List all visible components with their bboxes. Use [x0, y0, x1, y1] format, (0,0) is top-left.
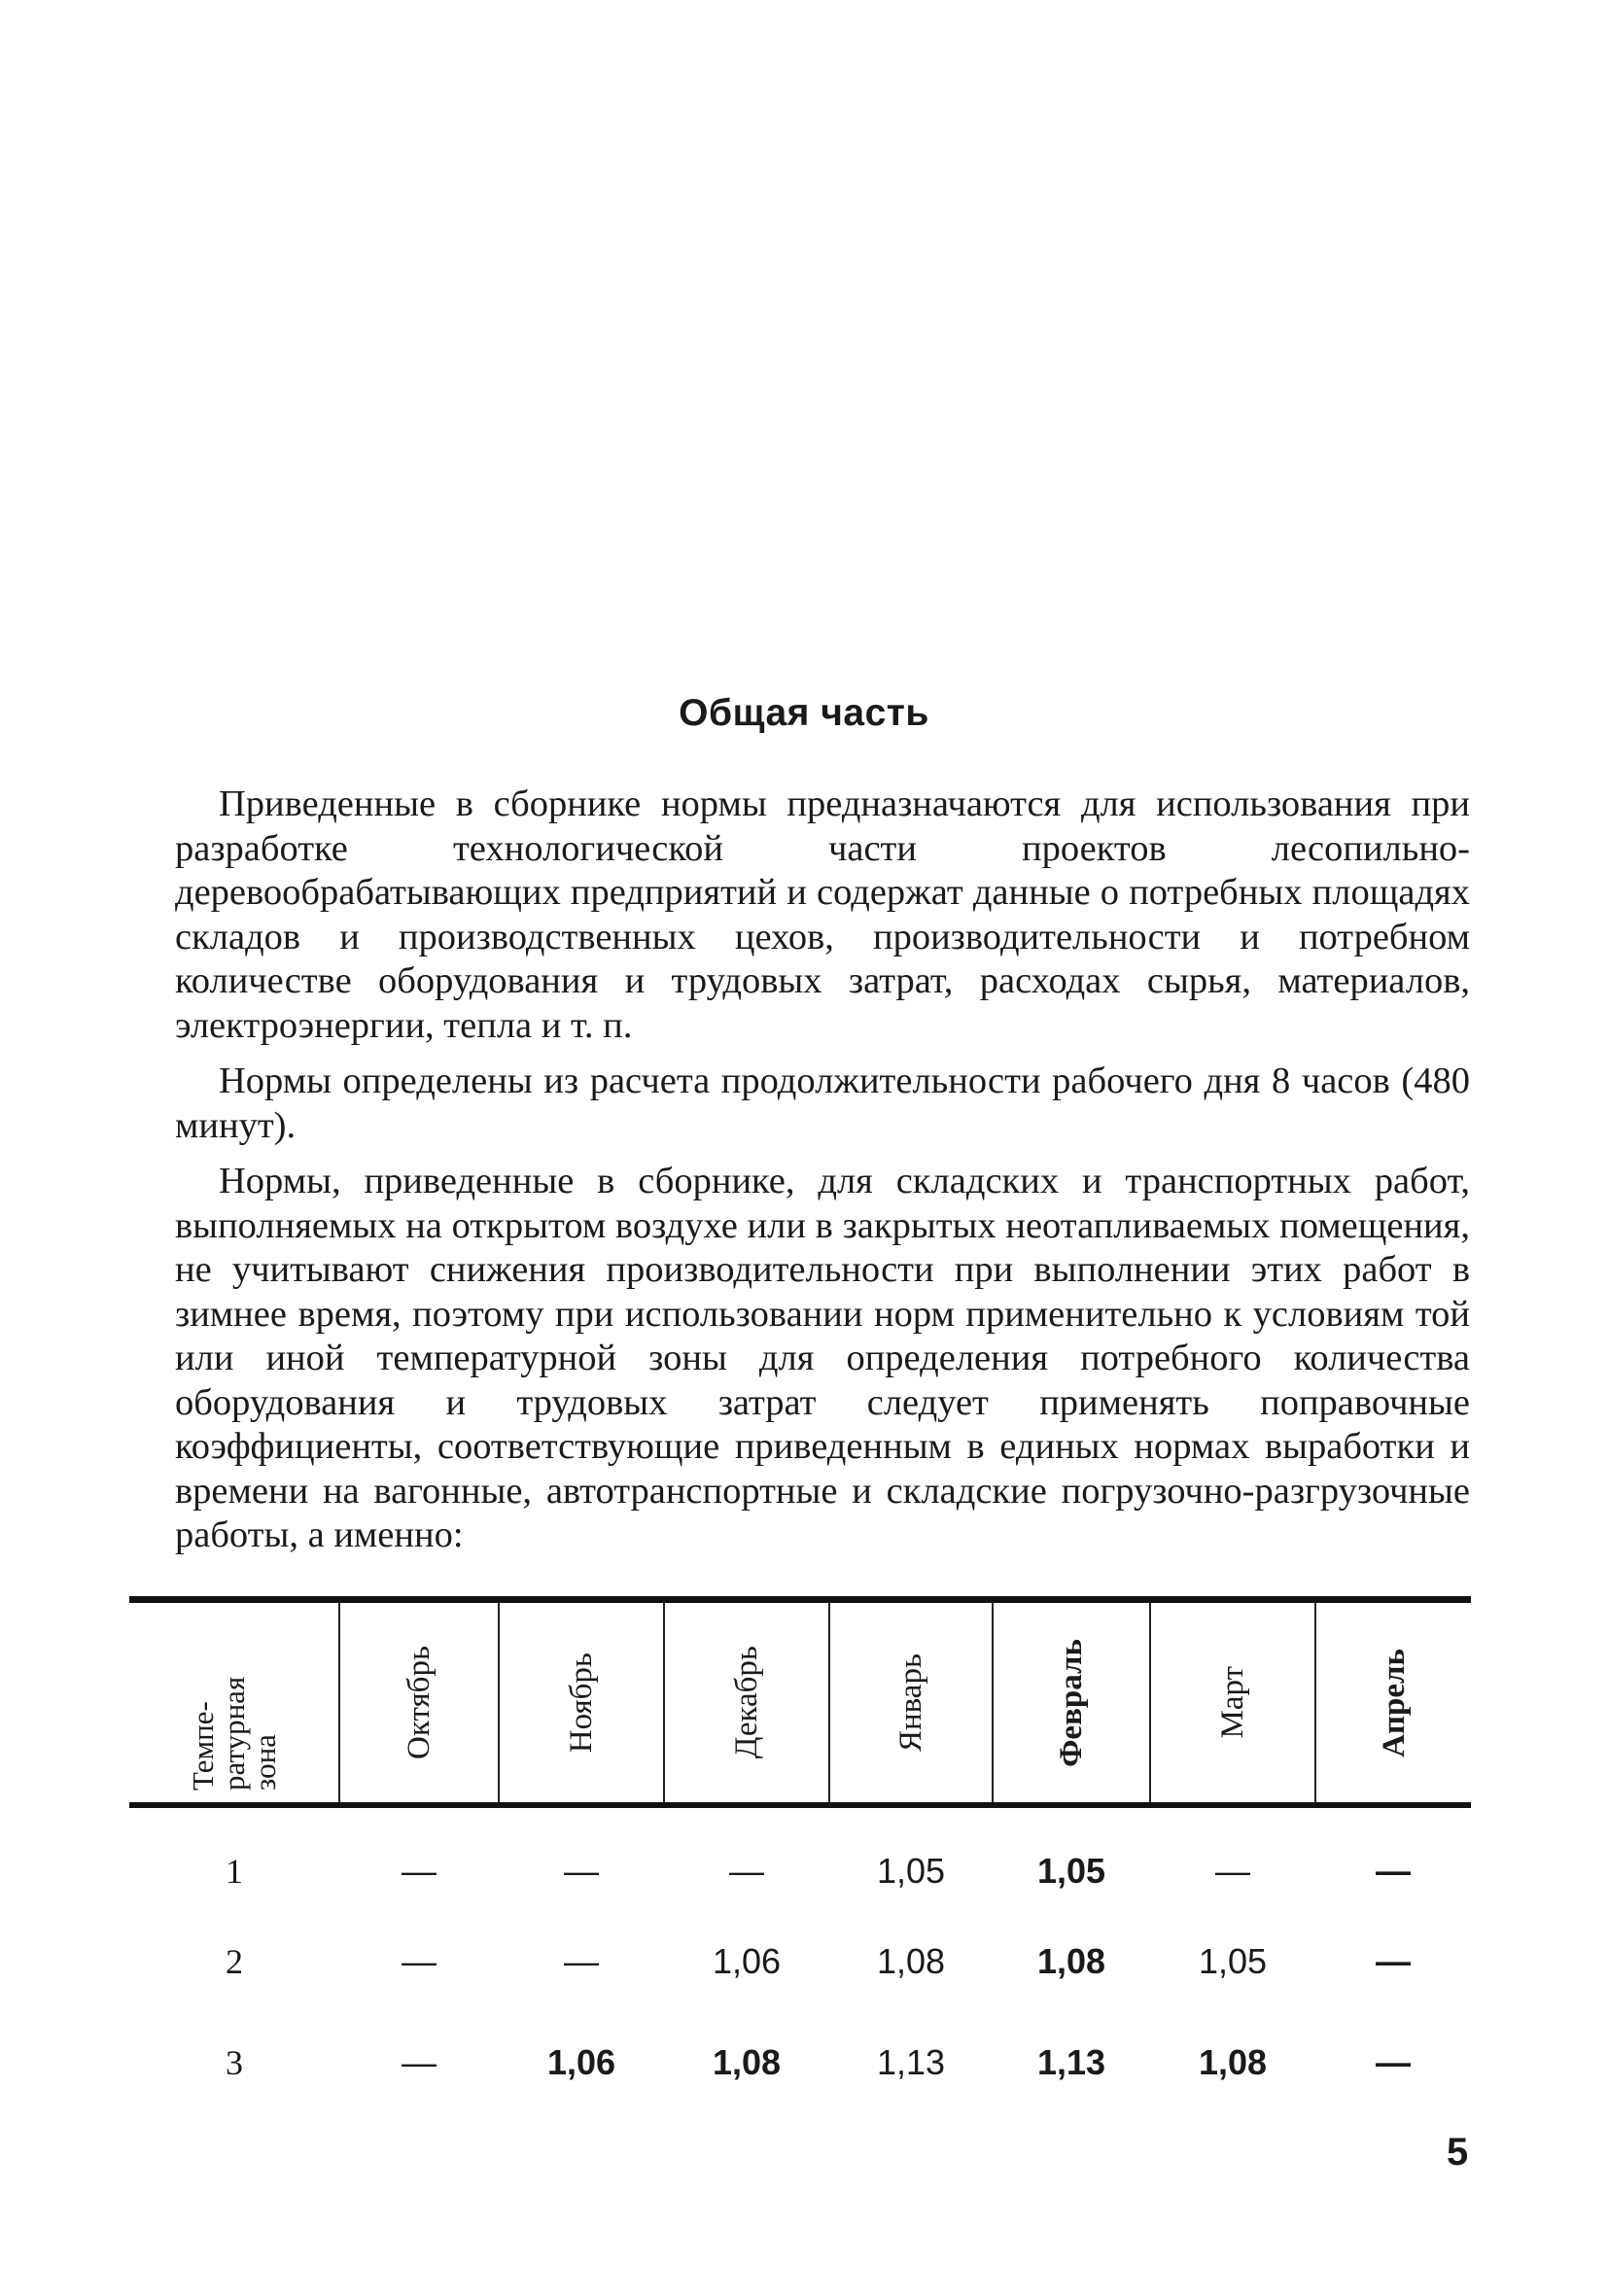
- cell-march: —: [1215, 1851, 1250, 1891]
- paragraph-1: Приведенные в сборнике нормы предназначаются для использования при разработке технологической части проектов лесопильно-деревообрабатывающих предприятий и содержат данные о потребных площадях складов и производственных цехов, производительности и потребном количестве оборудования и трудовых затрат, расходах сырья, материалов, электроэнергии, тепла и т. п.: [175, 783, 1470, 1046]
- paragraph-2: Нормы определены из расчета продолжительности рабочего дня 8 часов (480 минут).: [175, 1061, 1470, 1146]
- table-row: [129, 1911, 1471, 2012]
- table-row: [129, 2012, 1471, 2113]
- cell-december: 1,06: [712, 1941, 782, 1981]
- cell-november: —: [564, 1941, 599, 1981]
- cell-april: —: [1376, 1851, 1411, 1891]
- cell-december: 1,08: [712, 2042, 782, 2082]
- header-zone: Темпе-ратурная зона: [129, 1600, 339, 1806]
- header-february: Февраль: [993, 1600, 1150, 1806]
- page-number: 5: [1447, 2131, 1469, 2174]
- header-october: Октябрь: [339, 1600, 499, 1806]
- cell-january: 1,05: [876, 1851, 946, 1891]
- table-header-row: [129, 1600, 1471, 1806]
- cell-october: —: [402, 2042, 437, 2082]
- cell-january: 1,13: [876, 2042, 946, 2082]
- cell-zone: 3: [226, 2043, 243, 2082]
- header-january: Январь: [829, 1600, 993, 1806]
- cell-april: —: [1376, 2042, 1411, 2082]
- header-december: Декабрь: [664, 1600, 829, 1806]
- header-march: Март: [1150, 1600, 1315, 1806]
- cell-zone: 1: [226, 1852, 243, 1891]
- coefficient-table-wrap: [129, 1596, 1471, 2113]
- cell-zone: 2: [226, 1942, 243, 1981]
- coefficient-table: [129, 1596, 1471, 2113]
- header-april: Апрель: [1315, 1600, 1471, 1806]
- cell-march: 1,08: [1198, 2042, 1268, 2082]
- body-text: [175, 783, 1470, 1558]
- cell-april: —: [1376, 1941, 1411, 1981]
- paragraph-3: Нормы, приведенные в сборнике, для складских и транспортных работ, выполняемых на открытом воздухе или в закрытых неотапливаемых помещения, не учитывают снижения производительности при выполнении этих работ в зимнее время, поэтому при использовании норм применительно к условиям той или иной температурной зоны для определения потребного количества оборудования и трудовых затрат следует применять поправочные коэффициенты, соответствующие приведенным в единых нормах выработки и времени на вагонные, автотранспортные и складские погрузочно-разгрузочные работы, а именно:: [175, 1161, 1470, 1555]
- cell-january: 1,08: [876, 1941, 946, 1981]
- section-title: Общая часть: [679, 692, 929, 734]
- cell-february: 1,08: [1036, 1941, 1106, 1981]
- cell-march: 1,05: [1198, 1941, 1268, 1981]
- cell-november: 1,06: [546, 2042, 616, 2082]
- cell-february: 1,13: [1036, 2042, 1106, 2082]
- cell-december: —: [729, 1851, 764, 1891]
- cell-october: —: [402, 1941, 437, 1981]
- table-row: [129, 1805, 1471, 1911]
- header-november: Ноябрь: [499, 1600, 664, 1806]
- cell-october: —: [402, 1851, 437, 1891]
- cell-november: —: [564, 1851, 599, 1891]
- cell-february: 1,05: [1036, 1851, 1106, 1891]
